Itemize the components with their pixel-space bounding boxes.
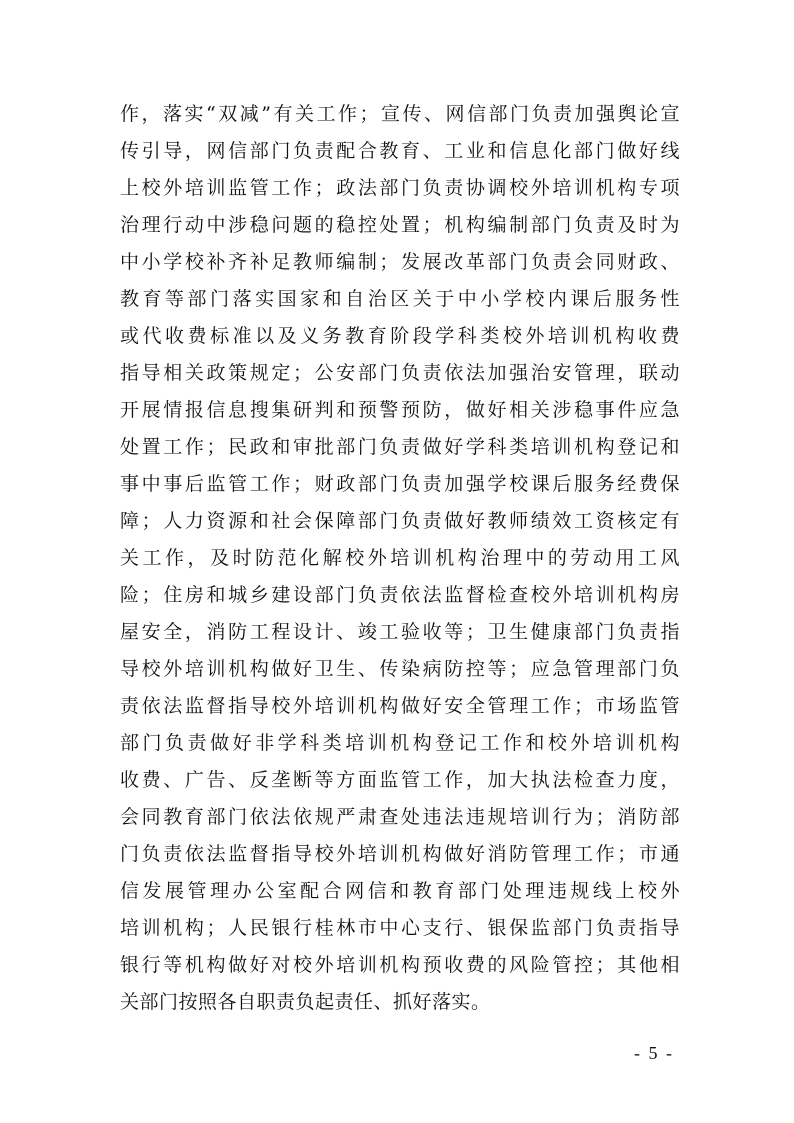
- text-line: 信发展管理办公室配合网信和教育部门处理违规线上校外: [120, 880, 680, 902]
- text-line: 传引导，网信部门负责配合教育、工业和信息化部门做好线: [120, 140, 680, 162]
- text-line: 险；住房和城乡建设部门负责依法监督检查校外培训机构房: [120, 584, 680, 606]
- text-line: 开展情报信息搜集研判和预警预防，做好相关涉稳事件应急: [120, 399, 680, 421]
- body-text: [120, 96, 680, 1021]
- text-line: 事中事后监管工作；财政部门负责加强学校课后服务经费保: [120, 473, 680, 495]
- text-line: 部门负责做好非学科类培训机构登记工作和校外培训机构: [120, 732, 680, 754]
- text-line: 指导相关政策规定；公安部门负责依法加强治安管理，联动: [120, 362, 680, 384]
- text-line: 关工作，及时防范化解校外培训机构治理中的劳动用工风: [120, 547, 680, 569]
- text-line: 处置工作；民政和审批部门负责做好学科类培训机构登记和: [120, 436, 680, 458]
- text-line: 关部门按照各自职责负起责任、抓好落实。: [120, 991, 491, 1013]
- text-line: 上校外培训监管工作；政法部门负责协调校外培训机构专项: [120, 177, 680, 199]
- text-line: 导校外培训机构做好卫生、传染病防控等；应急管理部门负: [120, 658, 680, 680]
- text-line: 作，落实“双减”有关工作；宣传、网信部门负责加强舆论宣: [120, 103, 680, 125]
- text-line: 责依法监督指导校外培训机构做好安全管理工作；市场监管: [120, 695, 680, 717]
- text-line: 或代收费标准以及义务教育阶段学科类校外培训机构收费: [120, 325, 680, 347]
- text-line: 障；人力资源和社会保障部门负责做好教师绩效工资核定有: [120, 510, 680, 532]
- text-line: 培训机构；人民银行桂林市中心支行、银保监部门负责指导: [120, 917, 680, 939]
- text-line: 会同教育部门依法依规严肃查处违法违规培训行为；消防部: [120, 806, 680, 828]
- text-line: 收费、广告、反垄断等方面监管工作，加大执法检查力度，: [120, 769, 680, 791]
- text-line: 治理行动中涉稳问题的稳控处置；机构编制部门负责及时为: [120, 214, 680, 236]
- text-line: 屋安全，消防工程设计、竣工验收等；卫生健康部门负责指: [120, 621, 680, 643]
- text-line: 银行等机构做好对校外培训机构预收费的风险管控；其他相: [120, 954, 680, 976]
- text-line: 教育等部门落实国家和自治区关于中小学校内课后服务性: [120, 288, 680, 310]
- text-line: 中小学校补齐补足教师编制；发展改革部门负责会同财政、: [120, 251, 680, 273]
- page-number: - 5 -: [634, 1043, 674, 1063]
- text-line: 门负责依法监督指导校外培训机构做好消防管理工作；市通: [120, 843, 680, 865]
